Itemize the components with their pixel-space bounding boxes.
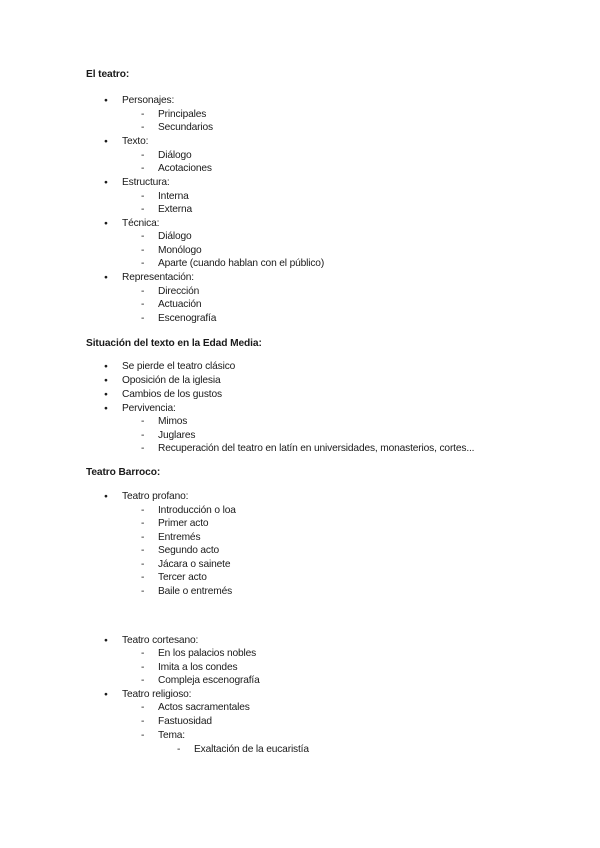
sub-sub-list-item: - Exaltación de la eucaristía [194, 743, 309, 757]
sub-list-item: - Escenografía [158, 312, 216, 326]
sub-list-item: - Entremés [158, 531, 200, 545]
sub-list-item: - Aparte (cuando hablan con el público) [158, 257, 324, 271]
list-item: ● Cambios de los gustos [122, 388, 222, 402]
sub-list-item: - Introducción o loa [158, 504, 236, 518]
sub-list-item: - Baile o entremés [158, 585, 232, 599]
sub-list-item: - Segundo acto [158, 544, 219, 558]
list-item: ● Oposición de la iglesia [122, 374, 221, 388]
sub-list-item: - Actos sacramentales [158, 701, 250, 715]
list-item: ● Representación: [122, 271, 194, 285]
sub-list-item: - Dirección [158, 285, 199, 299]
sub-list-item: - Monólogo [158, 244, 202, 258]
sub-list-item: - Interna [158, 190, 189, 204]
sub-list-item: - En los palacios nobles [158, 647, 256, 661]
section-heading-teatro-barroco: Teatro Barroco: [86, 467, 161, 478]
sub-list-item: - Juglares [158, 429, 195, 443]
list-item: ● Estructura: [122, 176, 170, 190]
sub-list-item: - Jácara o sainete [158, 558, 230, 572]
sub-list-item: - Recuperación del teatro en latín en universidades, monasterios, cortes... [158, 442, 474, 456]
list-item: ● Se pierde el teatro clásico [122, 360, 235, 374]
sub-list-item: - Primer acto [158, 517, 208, 531]
sub-list-item: - Tema: [158, 729, 185, 743]
sub-list-item: - Mimos [158, 415, 187, 429]
sub-list-item: - Actuación [158, 298, 201, 312]
sub-list-item: - Diálogo [158, 230, 192, 244]
sub-list-item: - Compleja escenografía [158, 674, 260, 688]
section-heading-edad-media: Situación del texto en la Edad Media: [86, 338, 262, 349]
sub-list-item: - Principales [158, 108, 206, 122]
sub-list-item: - Tercer acto [158, 571, 207, 585]
sub-list-item: - Imita a los condes [158, 661, 237, 675]
list-item: ● Personajes: [122, 94, 174, 108]
list-item: ● Pervivencia: [122, 402, 176, 416]
list-item: ● Teatro cortesano: [122, 634, 198, 648]
sub-list-item: - Secundarios [158, 121, 213, 135]
list-item: ● Texto: [122, 135, 148, 149]
sub-list-item: - Acotaciones [158, 162, 212, 176]
list-item: ● Técnica: [122, 217, 159, 231]
sub-list-item: - Fastuosidad [158, 715, 212, 729]
sub-list-item: - Diálogo [158, 149, 192, 163]
list-item: ● Teatro religioso: [122, 688, 191, 702]
sub-list-item: - Externa [158, 203, 192, 217]
list-item: ● Teatro profano: [122, 490, 188, 504]
section-heading-el-teatro: El teatro: [86, 69, 130, 80]
